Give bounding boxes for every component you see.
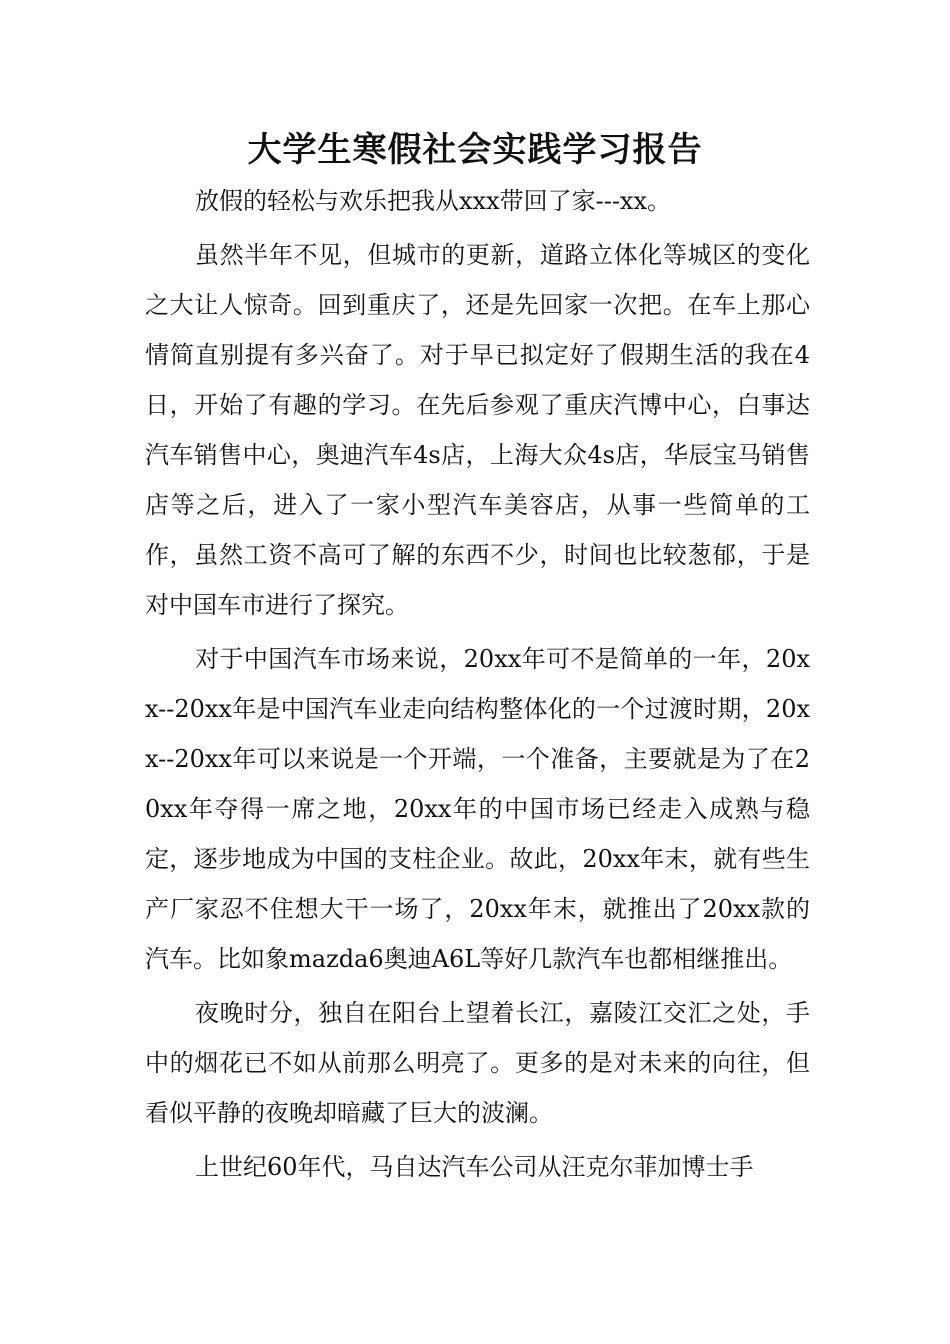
document-body	[145, 176, 810, 1192]
paragraph-1: 放假的轻松与欢乐把我从xxx带回了家---xx。	[195, 187, 672, 215]
paragraph-2: 虽然半年不见，但城市的更新，道路立体化等城区的变化之大让人惊奇。回到重庆了，还是先回家一次把。在车上那心情简直别提有多兴奋了。对于早已拟定好了假期生活的我在4日，开始了有趣的学习。在先后参观了重庆汽博中心，白事达汽车销售中心，奥迪汽车4s店，上海大众4s店，华辰宝马销售店等之后，进入了一家小型汽车美容店，从事一些简单的工作，虽然工资不高可了解的东西不少，时间也比较葱郁，于是对中国车市进行了探究。	[145, 241, 810, 619]
paragraph-4: 夜晚时分，独自在阳台上望着长江，嘉陵江交汇之处，手中的烟花已不如从前那么明亮了。更多的是对未来的向往，但看似平静的夜晚却暗藏了巨大的波澜。	[145, 999, 810, 1127]
paragraph-5: 上世纪60年代，马自达汽车公司从汪克尔菲加博士手	[195, 1153, 754, 1181]
document-title: 大学生寒假社会实践学习报告	[247, 130, 703, 170]
paragraph-3: 对于中国汽车市场来说，20xx年可不是简单的一年，20xx--20xx年是中国汽车业走向结构整体化的一个过渡时期，20xx--20xx年可以来说是一个开端，一个准备，主要就是为了在20xx年夺得一席之地，20xx年的中国市场已经走入成熟与稳定，逐步地成为中国的支柱企业。故此，20xx年末，就有些生产厂家忍不住想大干一场了，20xx年末，就推出了20xx款的汽车。比如象mazda6奥迪A6L等好几款汽车也都相继推出。	[145, 645, 810, 973]
